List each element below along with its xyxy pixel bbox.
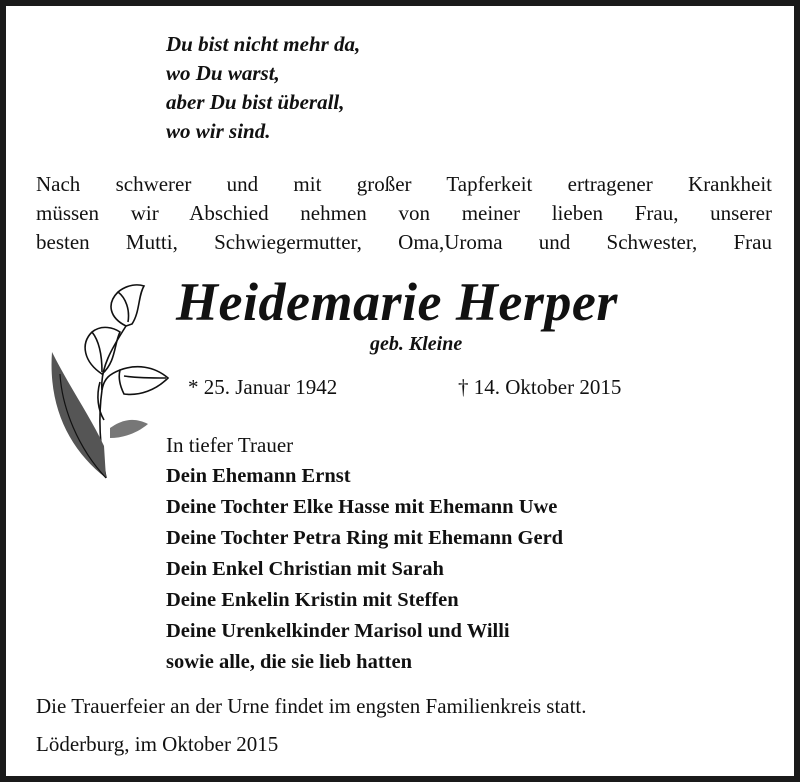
- family-member: sowie alle, die sie lieb hatten: [166, 651, 412, 673]
- poem-line: wo Du warst,: [166, 61, 280, 85]
- family-member: Deine Urenkelkinder Marisol und Willi: [166, 620, 510, 642]
- poem-line: Du bist nicht mehr da,: [166, 32, 361, 56]
- intro-line: besten Mutti, Schwiegermutter, Oma,Uroma und Schwester, Frau: [36, 230, 772, 254]
- deceased-name: Heidemarie Herper: [176, 272, 618, 332]
- funeral-note: Die Trauerfeier an der Urne findet im engsten Familienkreis statt.: [36, 694, 587, 718]
- maiden-name: geb. Kleine: [370, 333, 463, 355]
- family-member: Deine Enkelin Kristin mit Steffen: [166, 589, 459, 611]
- place-date: Löderburg, im Oktober 2015: [36, 732, 279, 756]
- poem: [166, 30, 360, 146]
- family-member: Deine Tochter Petra Ring mit Ehemann Gerd: [166, 527, 564, 549]
- intro-line: Nach schwerer und mit großer Tapferkeit ertragener Krankheit: [36, 172, 772, 196]
- mourning-intro: In tiefer Trauer: [166, 433, 294, 457]
- calla-lily-icon: [40, 278, 172, 484]
- poem-line: wo wir sind.: [166, 119, 271, 143]
- death-date: † 14. Oktober 2015: [458, 375, 622, 399]
- birth-date: * 25. Januar 1942: [188, 375, 338, 399]
- family-member: Deine Tochter Elke Hasse mit Ehemann Uwe: [166, 496, 558, 518]
- family-member: Dein Ehemann Ernst: [166, 465, 351, 487]
- intro-line: müssen wir Abschied nehmen von meiner lieben Frau, unserer: [36, 201, 772, 225]
- family-list: [166, 461, 563, 678]
- intro-text: [36, 170, 772, 257]
- family-member: Dein Enkel Christian mit Sarah: [166, 558, 444, 580]
- poem-line: aber Du bist überall,: [166, 90, 345, 114]
